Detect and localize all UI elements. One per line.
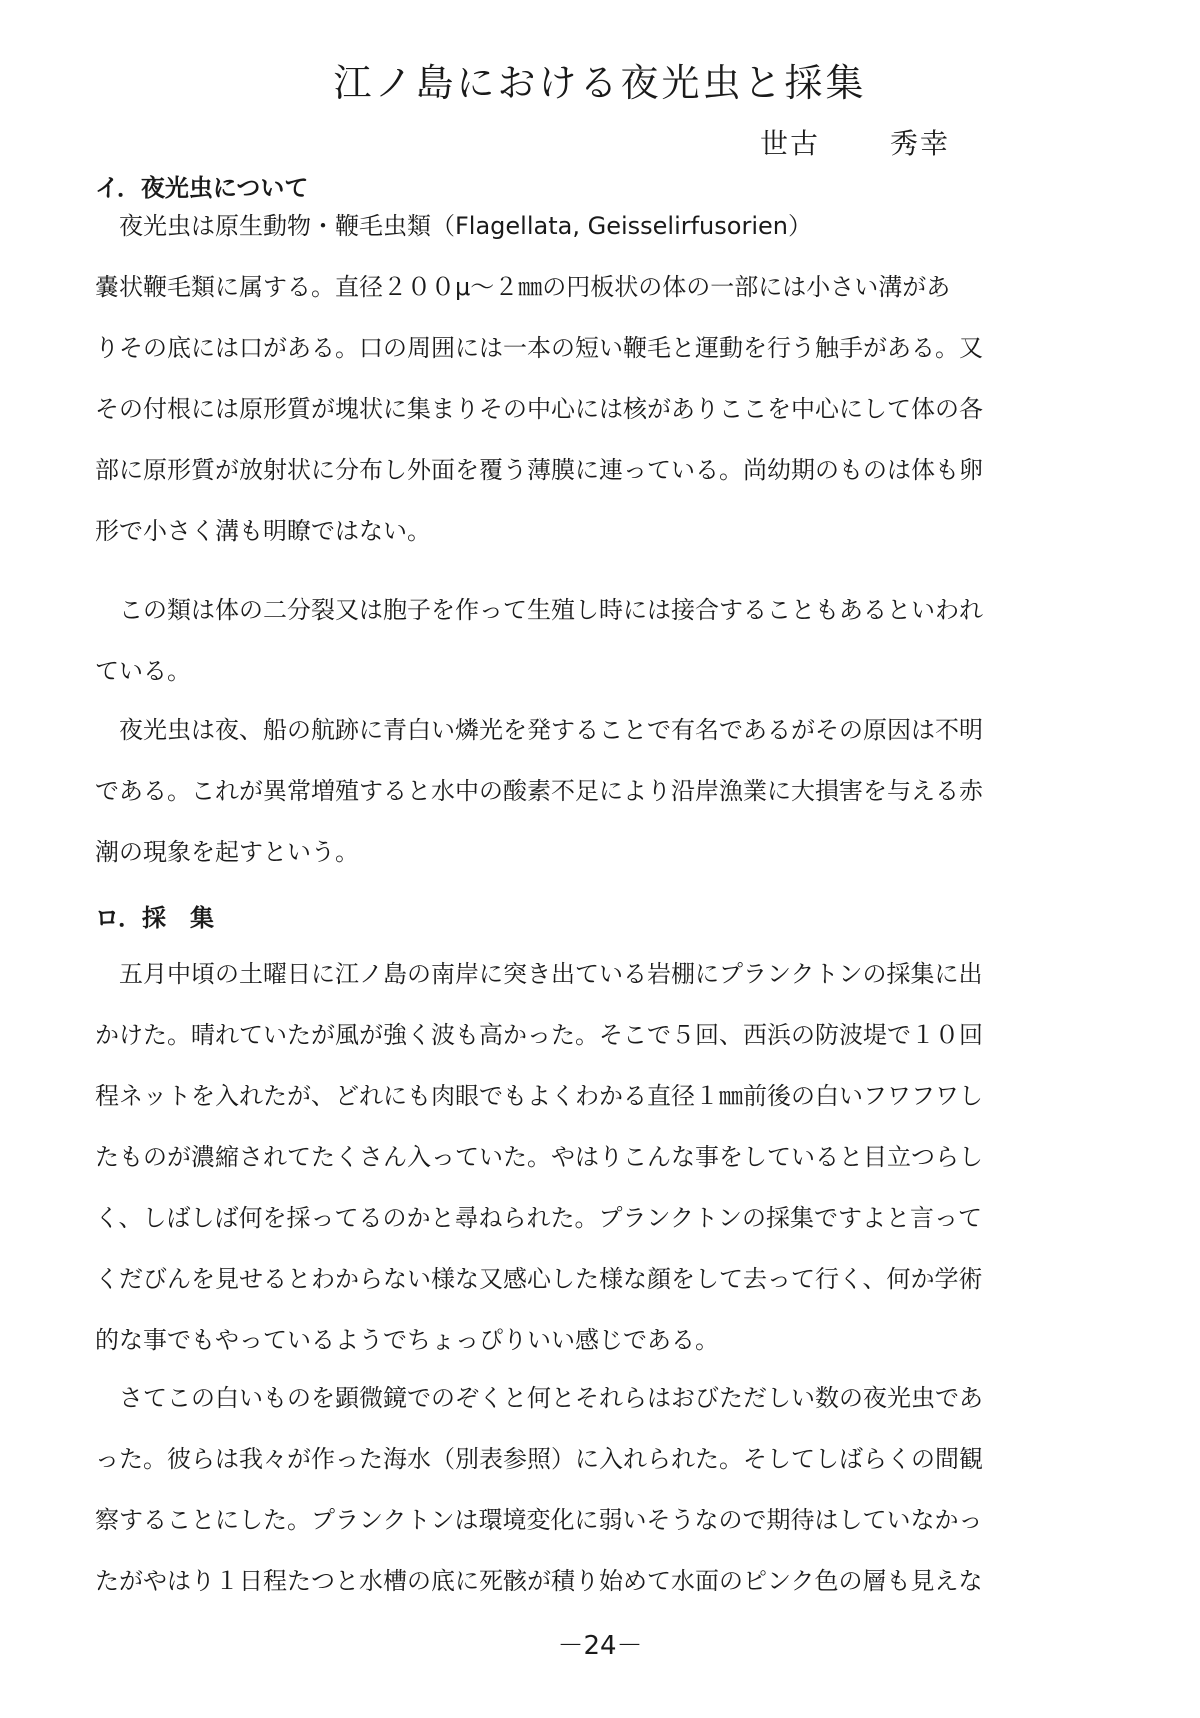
paragraph-line: 察することにした。プランクトンは環境変化に弱いそうなので期待はしていなかっ [95,1506,983,1534]
paragraph-line: 夜光虫は夜、船の航跡に青白い燐光を発することで有名であるがその原因は不明 [119,716,983,744]
paragraph-line: その付根には原形質が塊状に集まりその中心には核がありここを中心にして体の各 [95,395,983,423]
paragraph-line: ている。 [95,657,191,685]
author-name [760,122,950,162]
paragraph-line: たがやはり１日程たつと水槽の底に死骸が積り始めて水面のピンク色の層も見えな [95,1567,983,1595]
paragraph-1 [95,196,1105,562]
paragraph-line: 部に原形質が放射状に分布し外面を覆う薄膜に連っている。尚幼期のものは体も卵 [95,456,983,484]
paragraph-line: 嚢状鞭毛類に属する。直径２００μ～２㎜の円板状の体の一部には小さい溝があ [95,273,951,301]
paragraph-line: 程ネットを入れたが、どれにも肉眼でもよくわかる直径１㎜前後の白いフワフワし [95,1082,983,1110]
paragraph-line: 的な事でもやっているようでちょっぴりいい感じである。 [95,1326,719,1354]
section-heading-2: ロ．採 集 [95,904,215,932]
paragraph-line: 五月中頃の土曜日に江ノ島の南岸に突き出ている岩棚にプランクトンの採集に出 [119,960,983,988]
paragraph-line: 形で小さく溝も明瞭ではない。 [95,517,431,545]
author-family-name: 世古 [760,127,821,160]
paragraph-line: くだびんを見せるとわからない様な又感心した様な顔をして去って行く、何か学術 [95,1265,983,1293]
paragraph-line: く、しばしば何を採ってるのかと尋ねられた。プランクトンの採集ですよと言って [95,1204,983,1232]
paragraph-2 [95,580,1105,702]
author-given-name: 秀幸 [890,127,951,160]
paragraph-line: である。これが異常増殖すると水中の酸素不足により沿岸漁業に大損害を与える赤 [95,777,983,805]
paragraph-line: りその底には口がある。口の周囲には一本の短い鞭毛と運動を行う触手がある。又 [95,334,983,362]
paragraph-line: かけた。晴れていたが風が強く波も高かった。そこで５回、西浜の防波堤で１０回 [95,1021,983,1049]
paragraph-line: 夜光虫は原生動物・鞭毛虫類（Flagellata, Geisselirfusorien） [119,212,812,240]
paragraph-line: たものが濃縮されてたくさん入っていた。やはりこんな事をしていると目立つらし [95,1143,983,1171]
paragraph-4 [95,944,1105,1371]
paragraph-5 [95,1368,1105,1612]
paragraph-3 [95,700,1105,883]
section-heading-1: イ．夜光虫について [95,174,309,202]
paragraph-line: さてこの白いものを顕微鏡でのぞくと何とそれらはおびただしい数の夜光虫であ [119,1384,983,1412]
paragraph-line: った。彼らは我々が作った海水（別表参照）に入れられた。そしてしばらくの間観 [95,1445,983,1473]
paragraph-line: この類は体の二分裂又は胞子を作って生殖し時には接合することもあるといわれ [119,596,983,624]
page-number: －24－ [557,1631,643,1661]
paragraph-line: 潮の現象を起すという。 [95,838,359,866]
page-title: 江ノ島における夜光虫と採集 [333,61,867,105]
